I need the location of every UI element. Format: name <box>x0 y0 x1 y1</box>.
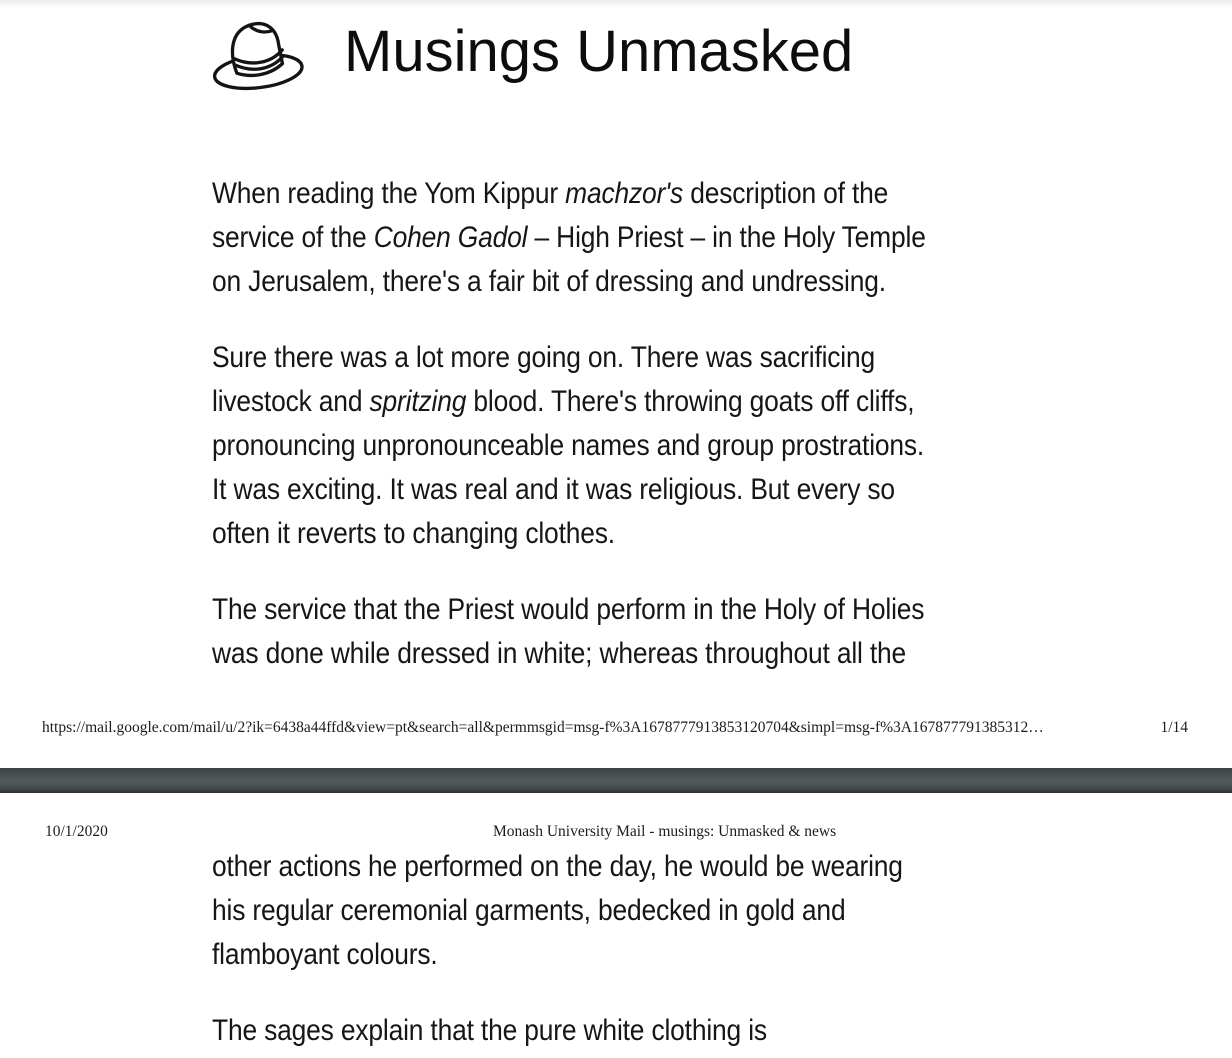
text-line <box>212 336 1039 380</box>
text-line <box>212 468 1039 512</box>
print-footer-page-indicator: 1/14 <box>1160 719 1188 736</box>
paragraph <box>212 588 1039 676</box>
text-segment: When reading the Yom Kippur <box>212 177 566 210</box>
text-segment: – High Priest – in the Holy Temple <box>527 221 926 254</box>
italic-text-segment: machzor's <box>565 177 684 210</box>
paragraph <box>212 1009 1039 1053</box>
paragraph <box>212 845 1039 977</box>
text-segment: was done while dressed in white; whereas throughout all the <box>212 637 907 670</box>
text-line <box>212 1009 1039 1053</box>
text-line <box>212 512 1039 556</box>
text-segment: Sure there was a lot more going on. There was sacrificing <box>212 341 876 374</box>
text-segment: blood. There's throwing goats off cliffs, <box>466 385 915 418</box>
italic-text-segment: spritzing <box>369 385 467 418</box>
text-segment: flamboyant colours. <box>212 938 438 971</box>
text-line <box>212 845 1039 889</box>
paragraph <box>212 336 1039 556</box>
text-segment: other actions he performed on the day, he would be wearing <box>212 850 903 883</box>
text-line <box>212 424 1039 468</box>
text-line <box>212 588 1039 632</box>
page1-body-text <box>212 172 1039 708</box>
text-segment: livestock and <box>212 385 370 418</box>
top-toolbar-shadow <box>0 0 1232 9</box>
print-header-date: 10/1/2020 <box>45 823 108 840</box>
text-segment: on Jerusalem, there's a fair bit of dressing and undressing. <box>212 265 886 298</box>
page-break-divider <box>0 768 1232 793</box>
text-line <box>212 172 1039 216</box>
print-footer-url: https://mail.google.com/mail/u/2?ik=6438a44ffd&view=pt&search=all&permmsgid=msg-f%3A1678777913853120704&simpl=msg-f%3A167877791385312… <box>42 719 1044 736</box>
page2-body-text <box>212 845 1039 1058</box>
text-line <box>212 216 1039 260</box>
fedora-hat-icon <box>207 12 307 98</box>
text-segment: service of the <box>212 221 374 254</box>
newsletter-title: Musings Unmasked <box>344 19 854 84</box>
text-segment: The sages explain that the pure white clothing is <box>212 1014 767 1047</box>
text-line <box>212 380 1039 424</box>
text-segment: often it reverts to changing clothes. <box>212 517 615 550</box>
italic-text-segment: Cohen Gadol <box>373 221 528 254</box>
text-line <box>212 933 1039 977</box>
print-header-title: Monash University Mail - musings: Unmasked & news <box>493 823 837 840</box>
text-line <box>212 260 1039 304</box>
text-segment: pronouncing unpronounceable names and group prostrations. <box>212 429 925 462</box>
text-segment: The service that the Priest would perform in the Holy of Holies <box>212 593 925 626</box>
text-line <box>212 632 1039 676</box>
text-segment: description of the <box>683 177 889 210</box>
text-segment: his regular ceremonial garments, bedecked in gold and <box>212 894 846 927</box>
text-line <box>212 889 1039 933</box>
paragraph <box>212 172 1039 304</box>
text-segment: It was exciting. It was real and it was religious. But every so <box>212 473 895 506</box>
